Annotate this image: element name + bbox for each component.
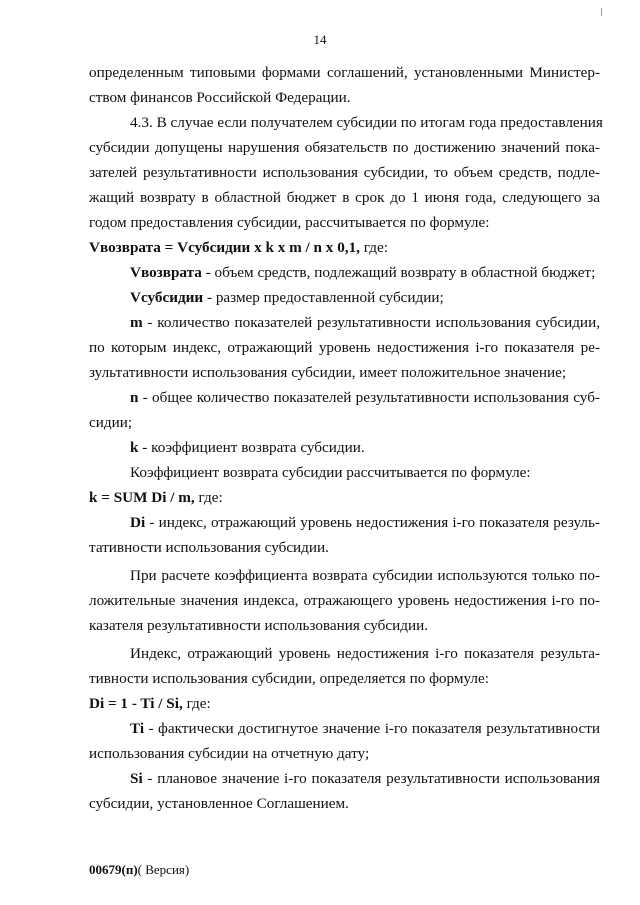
definition-text: - коэффициент возврата субсидии. <box>138 439 365 456</box>
formula-suffix: где: <box>194 489 223 506</box>
di-intro-paragraph <box>89 641 600 691</box>
formula-expression: k = SUM Di / m, <box>89 489 195 506</box>
text-line: При расчете коэффициента возврата субсидии используются только по- <box>130 567 600 584</box>
definition-term: k <box>130 439 139 456</box>
definition-term: Vвозврата <box>130 264 202 281</box>
definition-term: Si <box>130 770 143 787</box>
formula-expression: Vвозврата = Vсубсидии х k х m / n х 0,1, <box>89 239 360 256</box>
definition-term: m <box>130 314 143 331</box>
note-paragraph <box>89 563 600 638</box>
definition-text: - количество показателей результативности использования субсидии, <box>142 314 600 331</box>
text-line: ложительные значения индекса, отражающего уровень недостижения i-го по- <box>89 592 600 609</box>
definition-k <box>89 435 600 460</box>
text-line: годом предоставления субсидии, рассчитывается по формуле: <box>89 214 490 231</box>
text-line: субсидии, установленное Соглашением. <box>89 795 349 812</box>
definition-text: - объем средств, подлежащий возврату в областной бюджет; <box>201 264 596 281</box>
text-line: определенным типовыми формами соглашений, установленными Министер- <box>89 64 600 81</box>
text-line: Индекс, отражающий уровень недостижения i-го показателя результа- <box>130 645 600 662</box>
paragraph-4-3 <box>89 110 603 235</box>
intro-paragraph <box>89 60 600 110</box>
definition-di <box>89 510 600 560</box>
definition-text: - фактически достигнутое значение i-го показателя результативности <box>144 720 600 737</box>
definition-term: Ti <box>130 720 145 737</box>
text-line: субсидии допущены нарушения обязательств по достижению значений пока- <box>89 139 600 156</box>
text-line: жащий возврату в областной бюджет в срок до 1 июня года, следующего за <box>89 189 600 206</box>
text-line: 4.3. В случае если получателем субсидии по итогам года предоставления <box>130 114 603 131</box>
k-intro-paragraph <box>89 460 600 485</box>
document-footer <box>89 862 189 878</box>
page-number: 14 <box>313 32 327 47</box>
definition-term: n <box>130 389 139 406</box>
text-line: зультативности использования субсидии, имеет положительное значение; <box>89 364 567 381</box>
definition-text: - размер предоставленной субсидии; <box>203 289 444 306</box>
page-content <box>89 60 603 816</box>
text-line: Коэффициент возврата субсидии рассчитывается по формуле: <box>130 464 531 481</box>
formula-suffix: где: <box>182 695 211 712</box>
definition-ti <box>89 716 600 766</box>
definition-vvozvrata <box>89 260 600 285</box>
definition-si <box>89 766 600 816</box>
text-line: по которым индекс, отражающий уровень недостижения i-го показателя ре- <box>89 339 600 356</box>
text-line: зателей результативности использования субсидии, то объем средств, подле- <box>89 164 600 181</box>
document-version: ( Версия) <box>137 862 190 877</box>
definition-term: Di <box>130 514 146 531</box>
scan-speck <box>601 8 602 16</box>
text-line: тативности использования субсидии. <box>89 539 329 556</box>
definition-text: - общее количество показателей результативности использования суб- <box>138 389 600 406</box>
text-line: использования субсидии на отчетную дату; <box>89 745 370 762</box>
text-line: ством финансов Российской Федерации. <box>89 89 351 106</box>
formula-di <box>89 691 600 716</box>
definition-text: - индекс, отражающий уровень недостижения i-го показателя резуль- <box>145 514 600 531</box>
text-line: сидии; <box>89 414 133 431</box>
text-line: казателя результативности использования субсидии. <box>89 617 428 634</box>
formula-volume-return <box>89 235 600 260</box>
definition-n <box>89 385 600 435</box>
definition-m <box>89 310 600 385</box>
definition-text: - плановое значение i-го показателя результативности использования <box>142 770 600 787</box>
definition-vsubsidii <box>89 285 600 310</box>
text-line: тивности использования субсидии, определяется по формуле: <box>89 670 489 687</box>
formula-suffix: где: <box>359 239 388 256</box>
formula-expression: Di = 1 - Ti / Si, <box>89 695 183 712</box>
document-code: 00679(п) <box>89 862 138 877</box>
formula-k <box>89 485 600 510</box>
definition-term: Vсубсидии <box>130 289 204 306</box>
